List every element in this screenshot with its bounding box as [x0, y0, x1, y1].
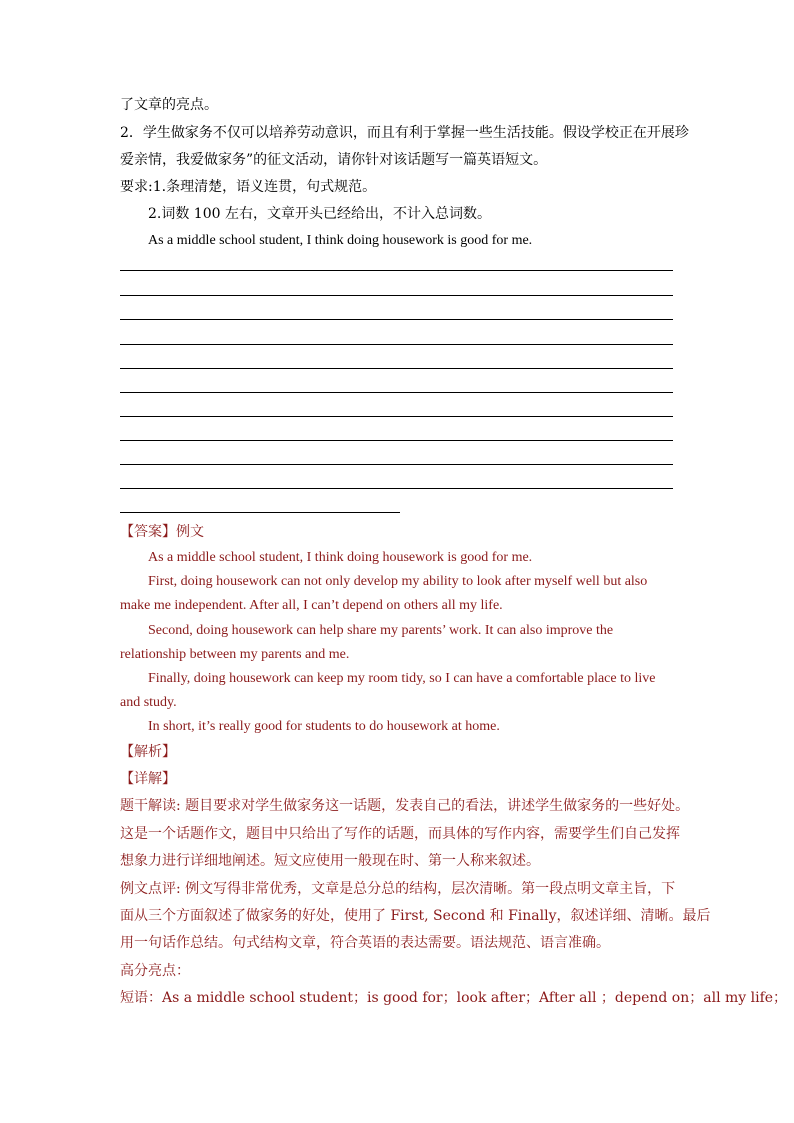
topic-interpretation-line-2: 这是一个话题作文，题目中只给出了写作的话题，而具体的写作内容，需要学生们自己发挥 [120, 826, 680, 842]
writing-line [120, 464, 673, 465]
writing-line [120, 270, 673, 271]
answer-paragraph-5: In short, it’s really good for students to do housework at home. [148, 719, 500, 734]
writing-line [120, 416, 673, 417]
intro-line: 了文章的亮点。 [120, 97, 218, 113]
writing-line [120, 295, 673, 296]
writing-line [120, 392, 673, 393]
answer-paragraph-3-line-2: relationship between my parents and me. [120, 647, 350, 662]
writing-line [120, 368, 673, 369]
answer-paragraph-3-line-1: Second, doing housework can help share my parents’ work. It can also improve the [148, 623, 614, 638]
writing-line [120, 344, 673, 345]
question-2-line-1: 2．学生做家务不仅可以培养劳动意识，而且有利于掌握一些生活技能。假设学校正在开展珍 [120, 125, 689, 141]
answer-paragraph-1: As a middle school student, I think doing housework is good for me. [148, 550, 533, 565]
answer-label: 【答案】例文 [120, 524, 204, 540]
essay-comment-line-2: 面从三个方面叙述了做家务的好处，使用了 First, Second 和 Finally，叙述详细、清晰。最后 [120, 908, 711, 924]
answer-paragraph-2-line-2: make me independent. After all, I can’t depend on others all my life. [120, 598, 503, 613]
answer-paragraph-2-line-1: First, doing housework can not only develop my ability to look after myself well but also [148, 574, 648, 589]
answer-paragraph-4-line-1: Finally, doing housework can keep my room tidy, so I can have a comfortable place to live [148, 671, 656, 686]
writing-line-short [120, 512, 400, 513]
essay-comment-line-3: 用一句话作总结。句式结构文章，符合英语的表达需要。语法规范、语言准确。 [120, 935, 610, 951]
writing-line [120, 440, 673, 441]
requirement-1: 要求:1.条理清楚，语义连贯，句式规范。 [120, 179, 377, 195]
detail-label: 【详解】 [120, 771, 176, 787]
requirement-2: 2.词数 100 左右，文章开头已经给出，不计入总词数。 [148, 206, 491, 222]
essay-comment-line-1: 例文点评: 例文写得非常优秀，文章是总分总的结构，层次清晰。第一段点明文章主旨，下 [120, 881, 676, 897]
highlights-label: 高分亮点： [120, 963, 190, 979]
writing-line [120, 488, 673, 489]
writing-line [120, 319, 673, 320]
essay-opening-sentence: As a middle school student, I think doing housework is good for me. [148, 233, 533, 248]
topic-interpretation-line-3: 想象力进行详细地阐述。短文应使用一般现在时、第一人称来叙述。 [120, 853, 540, 869]
topic-interpretation-line-1: 题干解读: 题目要求对学生做家务这一话题，发表自己的看法，讲述学生做家务的一些好处。 [120, 798, 690, 814]
question-2-line-2: 爱亲情，我爱做家务”的征文活动，请你针对该话题写一篇英语短文。 [120, 152, 548, 168]
analysis-label: 【解析】 [120, 744, 176, 760]
phrases-line: 短语：As a middle school student；is good for；look after；After all ；depend on；all my life； [120, 990, 788, 1006]
answer-paragraph-4-line-2: and study. [120, 695, 177, 710]
